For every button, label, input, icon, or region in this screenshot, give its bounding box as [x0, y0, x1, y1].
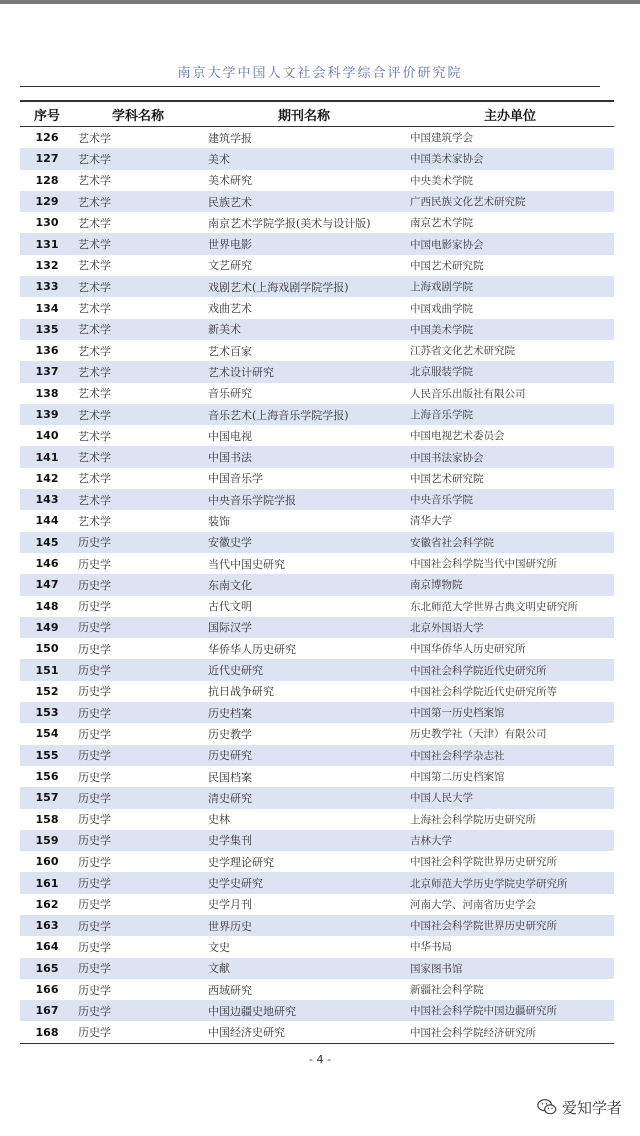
cell-journal: 东南文化 — [202, 574, 406, 595]
cell-journal: 美术研究 — [208, 174, 252, 188]
cell-subject: 艺术学 — [78, 259, 111, 273]
cell-subject: 历史学 — [78, 770, 111, 784]
cell-journal: 历史研究 — [202, 745, 406, 766]
cell-organizer: 中国第二历史档案馆 — [410, 771, 505, 784]
cell-subject: 历史学 — [74, 830, 202, 851]
cell-seq: 138 — [35, 386, 59, 400]
cell-seq: 134 — [35, 301, 59, 315]
table-row — [20, 851, 614, 872]
cell-journal: 艺术设计研究 — [202, 361, 406, 382]
cell-journal: 建筑学报 — [208, 131, 252, 145]
cell-subject: 历史学 — [74, 872, 202, 893]
cell-subject: 历史学 — [74, 1000, 202, 1021]
cell-seq: 133 — [20, 276, 74, 297]
cell-seq: 142 — [35, 471, 59, 485]
table-row — [20, 681, 614, 702]
cell-organizer: 中国华侨华人历史研究所 — [410, 643, 526, 656]
cell-subject: 艺术学 — [78, 216, 111, 230]
cell-organizer: 中国建筑学会 — [410, 132, 473, 145]
cell-organizer: 中国第一历史档案馆 — [406, 702, 614, 723]
cell-subject: 历史学 — [74, 787, 202, 808]
cell-journal: 近代史研究 — [202, 659, 406, 680]
table-row — [20, 468, 614, 489]
table-row — [20, 489, 614, 510]
cell-journal: 文献 — [202, 958, 406, 979]
cell-seq: 149 — [20, 617, 74, 638]
cell-subject: 历史学 — [78, 898, 111, 912]
cell-subject: 历史学 — [74, 745, 202, 766]
cell-seq: 129 — [20, 191, 74, 212]
table-row — [20, 894, 614, 915]
cell-journal: 史学史研究 — [202, 872, 406, 893]
table-row — [20, 596, 614, 617]
cell-journal: 历史档案 — [202, 702, 406, 723]
cell-seq: 136 — [35, 344, 59, 358]
cell-subject: 艺术学 — [74, 489, 202, 510]
cell-journal: 南京艺术学院学报(美术与设计版) — [208, 216, 371, 230]
table-row — [20, 745, 614, 766]
cell-subject: 历史学 — [74, 702, 202, 723]
table-header-row — [20, 101, 614, 127]
cell-subject: 历史学 — [74, 532, 202, 553]
cell-seq: 164 — [35, 940, 59, 954]
page-number: - 4 - — [309, 1053, 331, 1066]
cell-journal: 抗日战争研究 — [208, 685, 274, 699]
cell-subject: 历史学 — [74, 574, 202, 595]
cell-journal: 世界历史 — [202, 915, 406, 936]
cell-journal: 民国档案 — [208, 770, 252, 784]
cell-organizer: 中国艺术研究院 — [410, 259, 484, 272]
table-row — [20, 361, 614, 382]
table-row — [20, 702, 614, 723]
table-row — [20, 872, 614, 893]
cell-subject: 历史学 — [78, 983, 111, 997]
cell-seq: 126 — [35, 131, 59, 145]
cell-organizer: 中华书局 — [410, 941, 452, 954]
table-row — [20, 255, 614, 276]
header-organizer: 主办单位 — [406, 101, 614, 127]
cell-subject: 历史学 — [74, 915, 202, 936]
cell-subject: 艺术学 — [74, 191, 202, 212]
cell-subject: 历史学 — [74, 617, 202, 638]
cell-journal: 戏曲艺术 — [208, 302, 252, 316]
cell-organizer: 北京师范大学历史学院史学研究所 — [406, 872, 614, 893]
cell-journal: 中国边疆史地研究 — [202, 1000, 406, 1021]
cell-organizer: 新疆社会科学院 — [410, 984, 484, 997]
table-row — [20, 510, 614, 531]
cell-organizer: 清华大学 — [410, 515, 452, 528]
cell-subject: 艺术学 — [78, 429, 111, 443]
table-row — [20, 148, 614, 169]
cell-subject: 历史学 — [78, 642, 111, 656]
header-seq: 序号 — [20, 101, 74, 127]
cell-journal: 史学理论研究 — [208, 855, 274, 869]
table-row — [20, 766, 614, 787]
cell-subject: 艺术学 — [78, 472, 111, 486]
cell-subject: 历史学 — [74, 958, 202, 979]
cell-journal: 民族艺术 — [202, 191, 406, 212]
cell-organizer: 中国电视艺术委员会 — [410, 430, 505, 443]
watermark-text: 爱知学者 — [561, 1098, 622, 1117]
cell-seq: 161 — [20, 872, 74, 893]
cell-organizer: 中国社会科学杂志社 — [406, 745, 614, 766]
cell-subject: 历史学 — [78, 600, 111, 614]
cell-journal: 戏剧艺术(上海戏剧学院学报) — [202, 276, 406, 297]
cell-journal: 文史 — [208, 940, 230, 954]
cell-subject: 艺术学 — [74, 319, 202, 340]
cell-seq: 147 — [20, 574, 74, 595]
cell-seq: 132 — [35, 258, 59, 272]
cell-subject: 艺术学 — [74, 276, 202, 297]
table-row — [20, 170, 614, 191]
cell-organizer: 南京艺术学院 — [410, 217, 473, 230]
cell-organizer: 中国社会科学院世界历史研究所 — [410, 856, 557, 869]
cell-journal: 装饰 — [208, 514, 230, 528]
table-row — [20, 638, 614, 659]
cell-seq: 167 — [20, 1000, 74, 1021]
cell-journal: 历史教学 — [208, 727, 252, 741]
cell-journal: 国际汉学 — [202, 617, 406, 638]
cell-subject: 历史学 — [74, 1021, 202, 1043]
cell-seq: 156 — [35, 770, 59, 784]
cell-journal: 新美术 — [202, 319, 406, 340]
cell-seq: 153 — [20, 702, 74, 723]
cell-subject: 历史学 — [78, 557, 111, 571]
cell-seq: 163 — [20, 915, 74, 936]
cell-subject: 历史学 — [78, 813, 111, 827]
cell-seq: 130 — [35, 216, 59, 230]
cell-subject: 艺术学 — [74, 446, 202, 467]
cell-subject: 艺术学 — [74, 148, 202, 169]
cell-organizer: 安徽省社会科学院 — [406, 532, 614, 553]
cell-seq: 148 — [35, 599, 59, 613]
page-header-title: 南京大学中国人文社会科学综合评价研究院 — [177, 66, 463, 81]
cell-subject: 历史学 — [74, 659, 202, 680]
cell-journal: 史林 — [208, 813, 230, 827]
cell-journal: 西域研究 — [208, 983, 252, 997]
cell-organizer: 河南大学、河南省历史学会 — [410, 898, 536, 911]
journal-table — [20, 100, 614, 1044]
table-row — [20, 233, 614, 254]
cell-seq: 146 — [35, 557, 59, 571]
cell-organizer: 上海社会科学院历史研究所 — [410, 813, 536, 826]
cell-seq: 151 — [20, 659, 74, 680]
table-row — [20, 553, 614, 574]
cell-organizer: 中央美术学院 — [410, 174, 473, 187]
cell-seq: 139 — [20, 404, 74, 425]
cell-subject: 历史学 — [78, 685, 111, 699]
header-subject: 学科名称 — [74, 101, 202, 127]
cell-subject: 历史学 — [78, 940, 111, 954]
cell-subject: 艺术学 — [78, 302, 111, 316]
cell-journal: 当代中国史研究 — [208, 557, 285, 571]
cell-journal: 安徽史学 — [202, 532, 406, 553]
cell-organizer: 中国美术学院 — [406, 319, 614, 340]
cell-seq: 168 — [20, 1021, 74, 1043]
cell-organizer: 中国书法家协会 — [406, 446, 614, 467]
table-row — [20, 617, 614, 638]
table-row — [20, 809, 614, 830]
cell-organizer: 中国电影家协会 — [406, 233, 614, 254]
cell-journal: 文艺研究 — [208, 259, 252, 273]
table-row — [20, 383, 614, 404]
cell-subject: 艺术学 — [74, 233, 202, 254]
cell-journal: 史学集刊 — [202, 830, 406, 851]
cell-organizer: 中央音乐学院 — [406, 489, 614, 510]
cell-organizer: 中国社会科学院近代史研究所等 — [410, 685, 557, 698]
cell-subject: 艺术学 — [78, 387, 111, 401]
table-row — [20, 574, 614, 595]
cell-seq: 145 — [20, 532, 74, 553]
cell-seq: 140 — [35, 429, 59, 443]
table-row — [20, 958, 614, 979]
cell-journal: 古代文明 — [208, 600, 252, 614]
cell-seq: 141 — [20, 446, 74, 467]
cell-journal: 中国音乐学 — [208, 472, 263, 486]
table-row — [20, 446, 614, 467]
cell-journal: 世界电影 — [202, 233, 406, 254]
table-row — [20, 1000, 614, 1021]
table-row — [20, 787, 614, 808]
cell-journal: 中国经济史研究 — [202, 1021, 406, 1043]
cell-organizer: 东北师范大学世界古典文明史研究所 — [410, 600, 578, 613]
table-row — [20, 659, 614, 680]
cell-organizer: 人民音乐出版社有限公司 — [410, 387, 526, 400]
cell-organizer: 国家图书馆 — [406, 958, 614, 979]
cell-seq: 144 — [35, 514, 59, 528]
cell-subject: 艺术学 — [74, 361, 202, 382]
cell-journal: 音乐研究 — [208, 387, 252, 401]
table-row — [20, 276, 614, 297]
table-row — [20, 212, 614, 233]
cell-subject: 艺术学 — [78, 514, 111, 528]
cell-seq: 127 — [20, 148, 74, 169]
cell-journal: 艺术百家 — [208, 344, 252, 358]
cell-organizer: 中国戏曲学院 — [410, 302, 473, 315]
cell-organizer: 上海戏剧学院 — [406, 276, 614, 297]
cell-organizer: 历史教学社（天津）有限公司 — [410, 728, 547, 741]
table-row — [20, 425, 614, 446]
cell-journal: 中央音乐学院学报 — [202, 489, 406, 510]
cell-seq: 158 — [35, 812, 59, 826]
wechat-icon — [536, 1096, 558, 1118]
cell-subject: 艺术学 — [78, 174, 111, 188]
cell-organizer: 中国人民大学 — [406, 787, 614, 808]
cell-organizer: 中国社会科学院当代中国研究所 — [410, 558, 557, 571]
cell-journal: 史学月刊 — [208, 898, 252, 912]
cell-journal: 美术 — [202, 148, 406, 169]
cell-subject: 艺术学 — [78, 131, 111, 145]
cell-seq: 155 — [20, 745, 74, 766]
cell-seq: 166 — [35, 983, 59, 997]
table-row — [20, 191, 614, 212]
header-journal: 期刊名称 — [202, 101, 406, 127]
cell-seq: 160 — [35, 855, 59, 869]
cell-seq: 152 — [35, 684, 59, 698]
cell-organizer: 中国美术家协会 — [406, 148, 614, 169]
cell-subject: 艺术学 — [74, 404, 202, 425]
table-row — [20, 404, 614, 425]
cell-subject: 历史学 — [78, 855, 111, 869]
cell-seq: 159 — [20, 830, 74, 851]
cell-subject: 艺术学 — [78, 344, 111, 358]
cell-organizer: 吉林大学 — [406, 830, 614, 851]
cell-seq: 137 — [20, 361, 74, 382]
cell-organizer: 江苏省文化艺术研究院 — [410, 345, 515, 358]
table-row — [20, 979, 614, 1000]
top-border — [0, 0, 640, 4]
cell-seq: 128 — [35, 173, 59, 187]
cell-organizer: 广西民族文化艺术研究院 — [406, 191, 614, 212]
cell-organizer: 中国社会科学院近代史研究所 — [406, 659, 614, 680]
cell-organizer: 北京外国语大学 — [406, 617, 614, 638]
cell-seq: 162 — [35, 897, 59, 911]
cell-seq: 135 — [20, 319, 74, 340]
table-row — [20, 340, 614, 361]
cell-organizer: 中国社会科学院中国边疆研究所 — [406, 1000, 614, 1021]
cell-journal: 中国电视 — [208, 429, 252, 443]
cell-journal: 华侨华人历史研究 — [208, 642, 296, 656]
table-row — [20, 319, 614, 340]
cell-organizer: 南京博物院 — [406, 574, 614, 595]
table-row — [20, 1021, 614, 1043]
cell-subject: 历史学 — [78, 727, 111, 741]
table-row — [20, 127, 614, 149]
cell-journal: 中国书法 — [202, 446, 406, 467]
cell-organizer: 上海音乐学院 — [406, 404, 614, 425]
cell-seq: 131 — [20, 233, 74, 254]
cell-organizer: 中国艺术研究院 — [410, 472, 484, 485]
cell-seq: 143 — [20, 489, 74, 510]
table-row — [20, 532, 614, 553]
cell-seq: 150 — [35, 642, 59, 656]
cell-seq: 154 — [35, 727, 59, 741]
cell-organizer: 北京服装学院 — [406, 361, 614, 382]
cell-journal: 音乐艺术(上海音乐学院学报) — [202, 404, 406, 425]
cell-journal: 清史研究 — [202, 787, 406, 808]
table-row — [20, 297, 614, 318]
table-row — [20, 915, 614, 936]
header-rule — [20, 86, 600, 87]
cell-organizer: 中国社会科学院经济研究所 — [406, 1021, 614, 1043]
cell-seq: 165 — [20, 958, 74, 979]
table-row — [20, 936, 614, 957]
table-row — [20, 723, 614, 744]
table-body — [20, 127, 614, 1044]
table-row — [20, 830, 614, 851]
cell-seq: 157 — [20, 787, 74, 808]
watermark — [536, 1096, 622, 1118]
cell-organizer: 中国社会科学院世界历史研究所 — [406, 915, 614, 936]
